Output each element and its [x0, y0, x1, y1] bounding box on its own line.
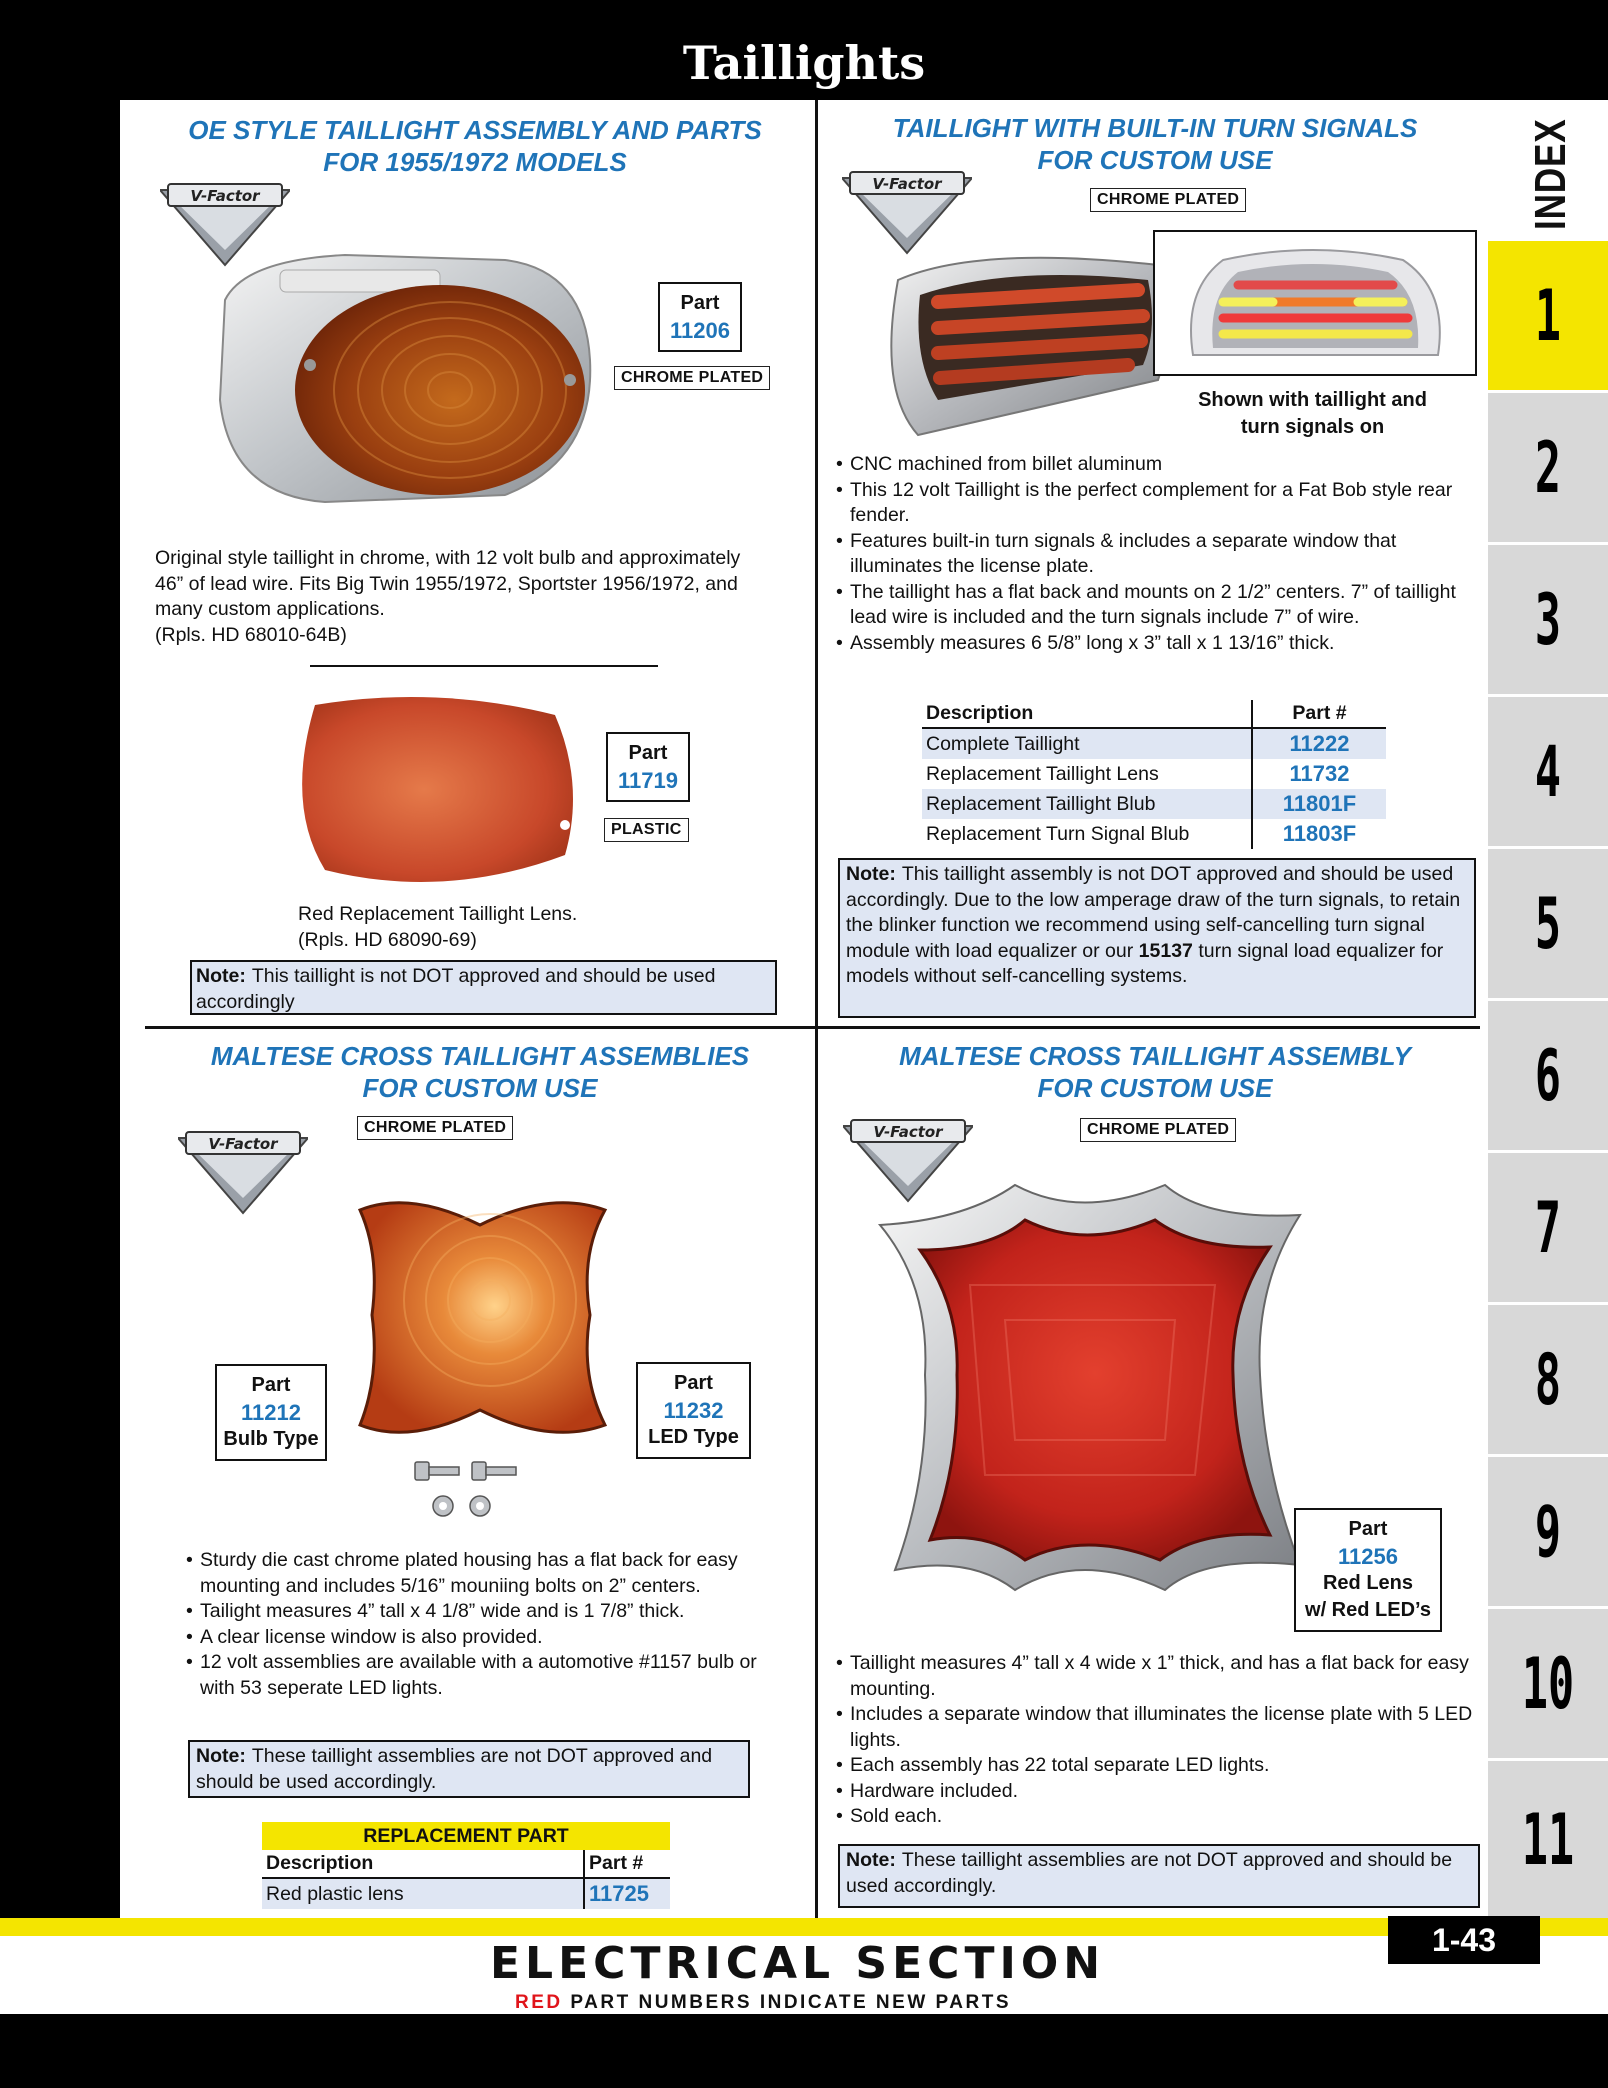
- tab-section-4[interactable]: [1488, 694, 1608, 846]
- table-cell-description: Replacement Turn Signal Blub: [926, 822, 1190, 845]
- table-header-description: Description: [922, 700, 1252, 728]
- tab-label: 3: [1534, 579, 1562, 661]
- bullet-item: • Features built-in turn signals & includes a separate window that illuminates the license plate.: [836, 529, 1476, 580]
- tab-label: 5: [1534, 883, 1562, 965]
- footer-accent-strip: [0, 1918, 1608, 1936]
- heading-line: TAILLIGHT WITH BUILT-IN TURN SIGNALS: [892, 113, 1418, 143]
- tab-label: 11: [1521, 1799, 1575, 1881]
- part-type: w/ Red LED’s: [1305, 1599, 1431, 1621]
- table-cell-description: Replacement Taillight Blub: [922, 789, 1252, 819]
- note-label: Note:: [846, 863, 896, 885]
- section-heading-oe-style: [140, 114, 810, 178]
- description-line: 46” of lead wire. Fits Big Twin 1955/1972, Sportster 1956/1972, and: [155, 572, 738, 595]
- bullet-item: • A clear license window is also provided.: [186, 1625, 766, 1651]
- plastic-badge: PLASTIC: [604, 818, 689, 842]
- table-row: [922, 728, 1386, 759]
- v-factor-logo: [178, 1128, 308, 1218]
- maltese-led-taillight-photo: [875, 1175, 1305, 1595]
- chrome-plated-badge: CHROME PLATED: [1080, 1118, 1236, 1142]
- note-part-reference[interactable]: 15137: [1138, 939, 1193, 962]
- logo-text: V-Factor: [872, 175, 942, 193]
- bullet-item: • Sturdy die cast chrome plated housing has a flat back for easy mounting and includes 5/16” mouniing bolts on 2” centers.: [186, 1548, 766, 1599]
- heading-line: FOR CUSTOM USE: [1037, 1073, 1273, 1103]
- section-heading-maltese-assemblies: [145, 1040, 815, 1104]
- logo-text: V-Factor: [873, 1123, 943, 1141]
- table-cell-description: Red plastic lens: [262, 1878, 584, 1909]
- tab-label: 6: [1534, 1035, 1562, 1117]
- maltese-bulb-taillight-photo: [350, 1185, 610, 1450]
- note-box-turn-signals: [838, 858, 1476, 1018]
- bullet-item: • Assembly measures 6 5/8” long x 3” tall x 1 13/16” thick.: [836, 631, 1476, 657]
- caption-line: turn signals on: [1240, 416, 1385, 438]
- maltese-assemblies-bullets: [186, 1548, 766, 1701]
- note-text: This taillight is not DOT approved and should be used accordingly: [196, 965, 716, 1013]
- part-label: Part: [674, 1372, 713, 1394]
- tab-section-10[interactable]: [1488, 1606, 1608, 1758]
- part-box-11232: [636, 1362, 751, 1459]
- tab-section-1[interactable]: [1488, 238, 1608, 390]
- part-label: Part: [628, 742, 668, 764]
- table-row: [262, 1878, 670, 1909]
- tab-section-2[interactable]: [1488, 390, 1608, 542]
- part-number[interactable]: 11212: [241, 1400, 301, 1425]
- part-box-11719: [606, 732, 690, 802]
- oe-description: [155, 546, 815, 648]
- tab-label: 4: [1534, 731, 1562, 813]
- chrome-plated-badge: CHROME PLATED: [614, 366, 770, 390]
- part-type: LED Type: [648, 1426, 739, 1448]
- maltese-assembly-bullets: [836, 1651, 1476, 1830]
- caption-line: Shown with taillight and: [1198, 389, 1427, 411]
- taillight-lit-photo: [1153, 230, 1477, 376]
- footer-legend-red: RED: [515, 1992, 563, 2013]
- table-cell-description: Complete Taillight: [922, 728, 1252, 759]
- description-line: Red Replacement Taillight Lens.: [298, 903, 578, 925]
- turn-signal-taillight-photo: [858, 240, 1188, 445]
- section-heading-maltese-assembly: [825, 1040, 1485, 1104]
- tab-section-6[interactable]: [1488, 998, 1608, 1150]
- heading-line: FOR CUSTOM USE: [362, 1073, 598, 1103]
- note-label: Note:: [196, 1745, 246, 1767]
- description-line: Original style taillight in chrome, with 12 volt bulb and approximately: [155, 547, 741, 569]
- lens-description: [298, 902, 698, 953]
- bullet-item: • Tailight measures 4” tall x 4 1/8” wide and is 1 7/8” thick.: [186, 1599, 766, 1625]
- table-cell-description: Replacement Taillight Lens: [926, 762, 1159, 785]
- bullet-item: • 12 volt assemblies are available with a automotive #1157 bulb or with 53 seperate LED lights.: [186, 1650, 766, 1701]
- table-row: [922, 759, 1386, 789]
- table-cell-part-number[interactable]: 11222: [1252, 728, 1386, 759]
- turn-signal-part-table: [922, 700, 1386, 849]
- mounting-hardware-photo: [410, 1456, 530, 1526]
- bullet-item: • Hardware included.: [836, 1779, 1476, 1805]
- logo-text: V-Factor: [190, 187, 260, 205]
- table-row: [922, 789, 1386, 819]
- divider-rule: [310, 665, 658, 667]
- heading-line: MALTESE CROSS TAILLIGHT ASSEMBLY: [899, 1041, 1411, 1071]
- note-text: These taillight assemblies are not DOT approved and should be used accordingly.: [846, 1849, 1453, 1897]
- bullet-item: • Taillight measures 4” tall x 4 wide x 1” thick, and has a flat back for easy mounting.: [836, 1651, 1476, 1702]
- part-box-11206: [658, 282, 742, 352]
- shown-caption: [1150, 387, 1475, 441]
- part-number[interactable]: 11256: [1338, 1544, 1398, 1569]
- table-header-description: Description: [262, 1850, 584, 1878]
- replacement-part-table: [262, 1850, 670, 1909]
- part-box-11212: [215, 1364, 327, 1461]
- bullet-item: • The taillight has a flat back and mounts on 2 1/2” centers. 7” of taillight lead wire is included and the turn signals include 7” of wire.: [836, 580, 1476, 631]
- tab-section-7[interactable]: [1488, 1150, 1608, 1302]
- lens-11719-photo: [285, 685, 585, 895]
- tab-label: 1: [1534, 275, 1562, 357]
- part-box-11256: [1294, 1508, 1442, 1632]
- note-text: These taillight assemblies are not DOT approved and should be used accordingly.: [196, 1745, 713, 1793]
- table-cell-part-number[interactable]: 11801F: [1252, 789, 1386, 819]
- note-text: [846, 863, 1460, 987]
- part-number[interactable]: 11206: [670, 318, 730, 343]
- tab-label: 9: [1534, 1491, 1562, 1573]
- table-cell-part-number[interactable]: 11803F: [1252, 819, 1386, 849]
- table-row: [922, 819, 1386, 849]
- bullet-item: • Sold each.: [836, 1804, 1476, 1830]
- logo-text: V-Factor: [208, 1135, 278, 1153]
- note-text-part: turn signal load equalizer for models without self-cancelling systems.: [846, 939, 1444, 987]
- heading-line: MALTESE CROSS TAILLIGHT ASSEMBLIES: [210, 1041, 750, 1071]
- tab-index-label: INDEX: [1526, 118, 1575, 230]
- chrome-plated-badge: CHROME PLATED: [1090, 188, 1246, 212]
- column-divider: [815, 100, 818, 1918]
- tab-index[interactable]: [1488, 100, 1608, 238]
- bullet-item: • CNC machined from billet aluminum: [836, 452, 1476, 478]
- tab-label: 7: [1534, 1187, 1562, 1269]
- heading-line: FOR 1955/1972 MODELS: [323, 147, 627, 177]
- bullet-item: • Includes a separate window that illuminates the license plate with 5 LED lights.: [836, 1702, 1476, 1753]
- tab-label: 2: [1534, 427, 1562, 509]
- bullet-item: • This 12 volt Taillight is the perfect complement for a Fat Bob style rear fender.: [836, 478, 1476, 529]
- note-label: Note:: [846, 1849, 896, 1871]
- table-header-part: Part #: [1252, 700, 1386, 728]
- table-cell-part-number[interactable]: 11732: [1252, 759, 1386, 789]
- footer-legend-text: PART NUMBERS INDICATE NEW PARTS: [562, 1992, 1012, 2013]
- part-label: Part: [680, 292, 720, 314]
- table-header-part: Part #: [584, 1850, 670, 1878]
- part-label: Part: [1348, 1518, 1388, 1540]
- turn-signal-bullets: [836, 452, 1476, 656]
- bullet-item: • Each assembly has 22 total separate LED lights.: [836, 1753, 1476, 1779]
- section-heading-turn-signals: [825, 112, 1485, 176]
- note-box-maltese-assemblies: [188, 1740, 750, 1798]
- heading-line: OE STYLE TAILLIGHT ASSEMBLY AND PARTS: [188, 115, 762, 145]
- table-cell-part-number[interactable]: 11725: [584, 1878, 670, 1909]
- note-label: Note:: [196, 965, 246, 987]
- part-number[interactable]: 11719: [618, 768, 678, 793]
- part-type: Bulb Type: [223, 1428, 319, 1450]
- tab-label: 10: [1521, 1643, 1575, 1725]
- note-box-maltese-assembly: [838, 1844, 1480, 1908]
- description-line: (Rpls. HD 68010-64B): [155, 623, 347, 646]
- description-line: many custom applications.: [155, 598, 385, 620]
- heading-line: FOR CUSTOM USE: [1037, 145, 1273, 175]
- chrome-plated-badge: CHROME PLATED: [357, 1116, 513, 1140]
- page-title: Taillights: [682, 36, 926, 90]
- footer-legend: [515, 1992, 1011, 2014]
- taillight-11206-photo: [205, 240, 605, 510]
- part-type: Red Lens: [1322, 1572, 1414, 1594]
- part-number[interactable]: 11232: [663, 1398, 724, 1423]
- tab-section-5[interactable]: [1488, 846, 1608, 998]
- tab-label: 8: [1534, 1339, 1562, 1421]
- tab-section-3[interactable]: [1488, 542, 1608, 694]
- tab-section-11[interactable]: [1488, 1758, 1608, 1918]
- description-line: (Rpls. HD 68090-69): [298, 928, 477, 951]
- row-divider: [145, 1026, 1480, 1029]
- footer-section-title: ELECTRICAL SECTION: [490, 1938, 1106, 1989]
- part-label: Part: [251, 1374, 291, 1396]
- replacement-part-heading: REPLACEMENT PART: [262, 1822, 670, 1850]
- tab-section-9[interactable]: [1488, 1454, 1608, 1606]
- page-number: 1-43: [1388, 1916, 1540, 1964]
- tab-section-8[interactable]: [1488, 1302, 1608, 1454]
- note-text-part: This taillight assembly is not DOT approved and should be used accordingly. Due to the low amperage draw of the turn signals, to retain the blinker function we recommend using self-cancelling turn signal module with load equalizer or our: [846, 863, 1461, 962]
- note-box-oe: [190, 960, 777, 1015]
